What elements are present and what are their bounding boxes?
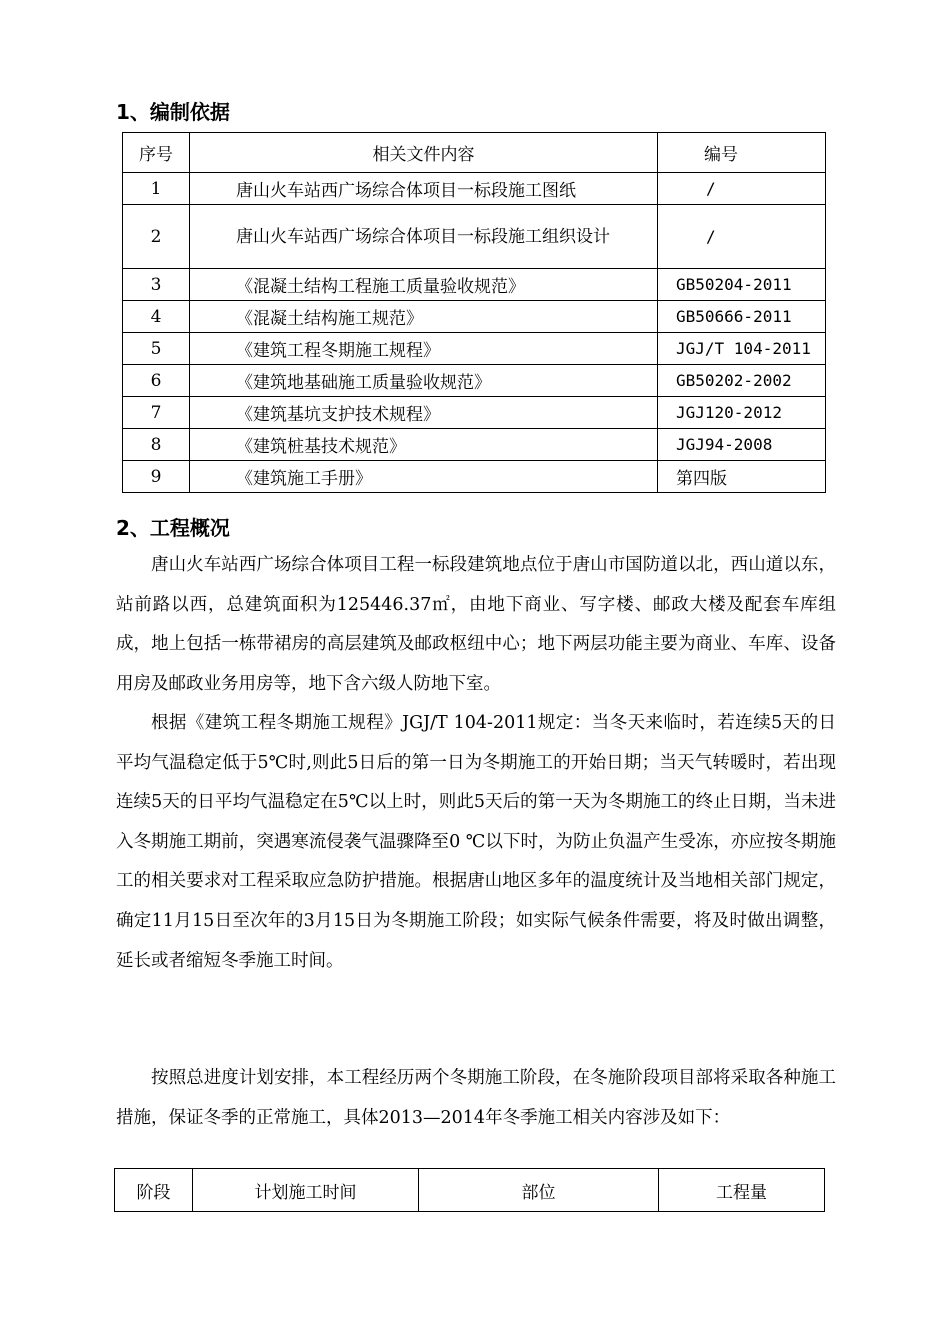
document-title: 唐山火车站西广场综合体项目一标段施工图纸: [190, 173, 658, 205]
document-title: 《建筑工程冬期施工规程》: [190, 333, 658, 365]
row-number: 5: [123, 333, 190, 365]
header-cell: 部位: [419, 1169, 659, 1212]
row-number: 9: [123, 461, 190, 493]
table-row: [123, 429, 826, 461]
table-row: [123, 205, 826, 269]
document-code: 第四版: [658, 461, 826, 493]
table-row: [123, 333, 826, 365]
row-number: 1: [123, 173, 190, 205]
document-title: 《混凝土结构工程施工质量验收规范》: [190, 269, 658, 301]
table-row: [123, 397, 826, 429]
table-row: [123, 365, 826, 397]
document-title: 《建筑基坑支护技术规程》: [190, 397, 658, 429]
header-cell: 序号: [123, 133, 190, 173]
header-cell: 工程量: [659, 1169, 825, 1212]
header-cell: 相关文件内容: [190, 133, 658, 173]
overview-paragraph: 唐山火车站西广场综合体项目工程一标段建筑地点位于唐山市国防道以北，西山道以东，站前路以西，总建筑面积为125446.37㎡，由地下商业、写字楼、邮政大楼及配套车库组成，地上包括一栋带裙房的高层建筑及邮政枢纽中心；地下两层功能主要为商业、车库、设备用房及邮政业务用房等，地下含六级人防地下室。: [116, 555, 836, 694]
document-title: 唐山火车站西广场综合体项目一标段施工组织设计: [190, 205, 658, 269]
document-code: JGJ94-2008: [658, 429, 826, 461]
header-cell: 计划施工时间: [193, 1169, 419, 1212]
section-1-heading: 1、编制依据: [116, 100, 230, 124]
winter-rule-paragraph: 根据《建筑工程冬期施工规程》JGJ/T 104-2011规定：当冬天来临时，若连续5天的日平均气温稳定低于5℃时,则此5日后的第一日为冬期施工的开始日期；当天气转暖时，若出现连续5天的日平均气温稳定在5℃以上时，则此5天后的第一天为冬期施工的终止日期，当未进入冬期施工期前，突遇寒流侵袭气温骤降至0 ℃以下时，为防止负温产生受冻，亦应按冬期施工的相关要求对工程采取应急防护措施。根据唐山地区多年的温度统计及当地相关部门规定，确定11月15日至次年的3月15日为冬期施工阶段；如实际气候条件需要，将及时做出调整，延长或者缩短冬季施工时间。: [116, 713, 836, 971]
document-title: 《混凝土结构施工规范》: [190, 301, 658, 333]
document-code: JGJ120-2012: [658, 397, 826, 429]
document-title: 《建筑施工手册》: [190, 461, 658, 493]
row-number: 8: [123, 429, 190, 461]
document-title: 《建筑桩基技术规范》: [190, 429, 658, 461]
document-code: /: [658, 173, 826, 205]
row-number: 4: [123, 301, 190, 333]
table-row: [123, 269, 826, 301]
table-row: [123, 461, 826, 493]
section-2-heading: 2、工程概况: [116, 516, 230, 540]
document-code: /: [658, 205, 826, 269]
header-cell: 阶段: [115, 1169, 193, 1212]
row-number: 2: [123, 205, 190, 269]
stage-table: [114, 1168, 825, 1212]
reference-table: [122, 132, 826, 493]
table-row: [123, 173, 826, 205]
row-number: 7: [123, 397, 190, 429]
header-cell: 编号: [658, 133, 826, 173]
table-header-row: [115, 1169, 825, 1212]
document-code: JGJ/T 104-2011: [658, 333, 826, 365]
schedule-paragraph: 按照总进度计划安排，本工程经历两个冬期施工阶段，在冬施阶段项目部将采取各种施工措施，保证冬季的正常施工，具体2013—2014年冬季施工相关内容涉及如下：: [116, 1068, 836, 1128]
row-number: 6: [123, 365, 190, 397]
document-code: GB50202-2002: [658, 365, 826, 397]
document-code: GB50204-2011: [658, 269, 826, 301]
table-header-row: [123, 133, 826, 173]
row-number: 3: [123, 269, 190, 301]
table-row: [123, 301, 826, 333]
document-code: GB50666-2011: [658, 301, 826, 333]
document-title: 《建筑地基础施工质量验收规范》: [190, 365, 658, 397]
